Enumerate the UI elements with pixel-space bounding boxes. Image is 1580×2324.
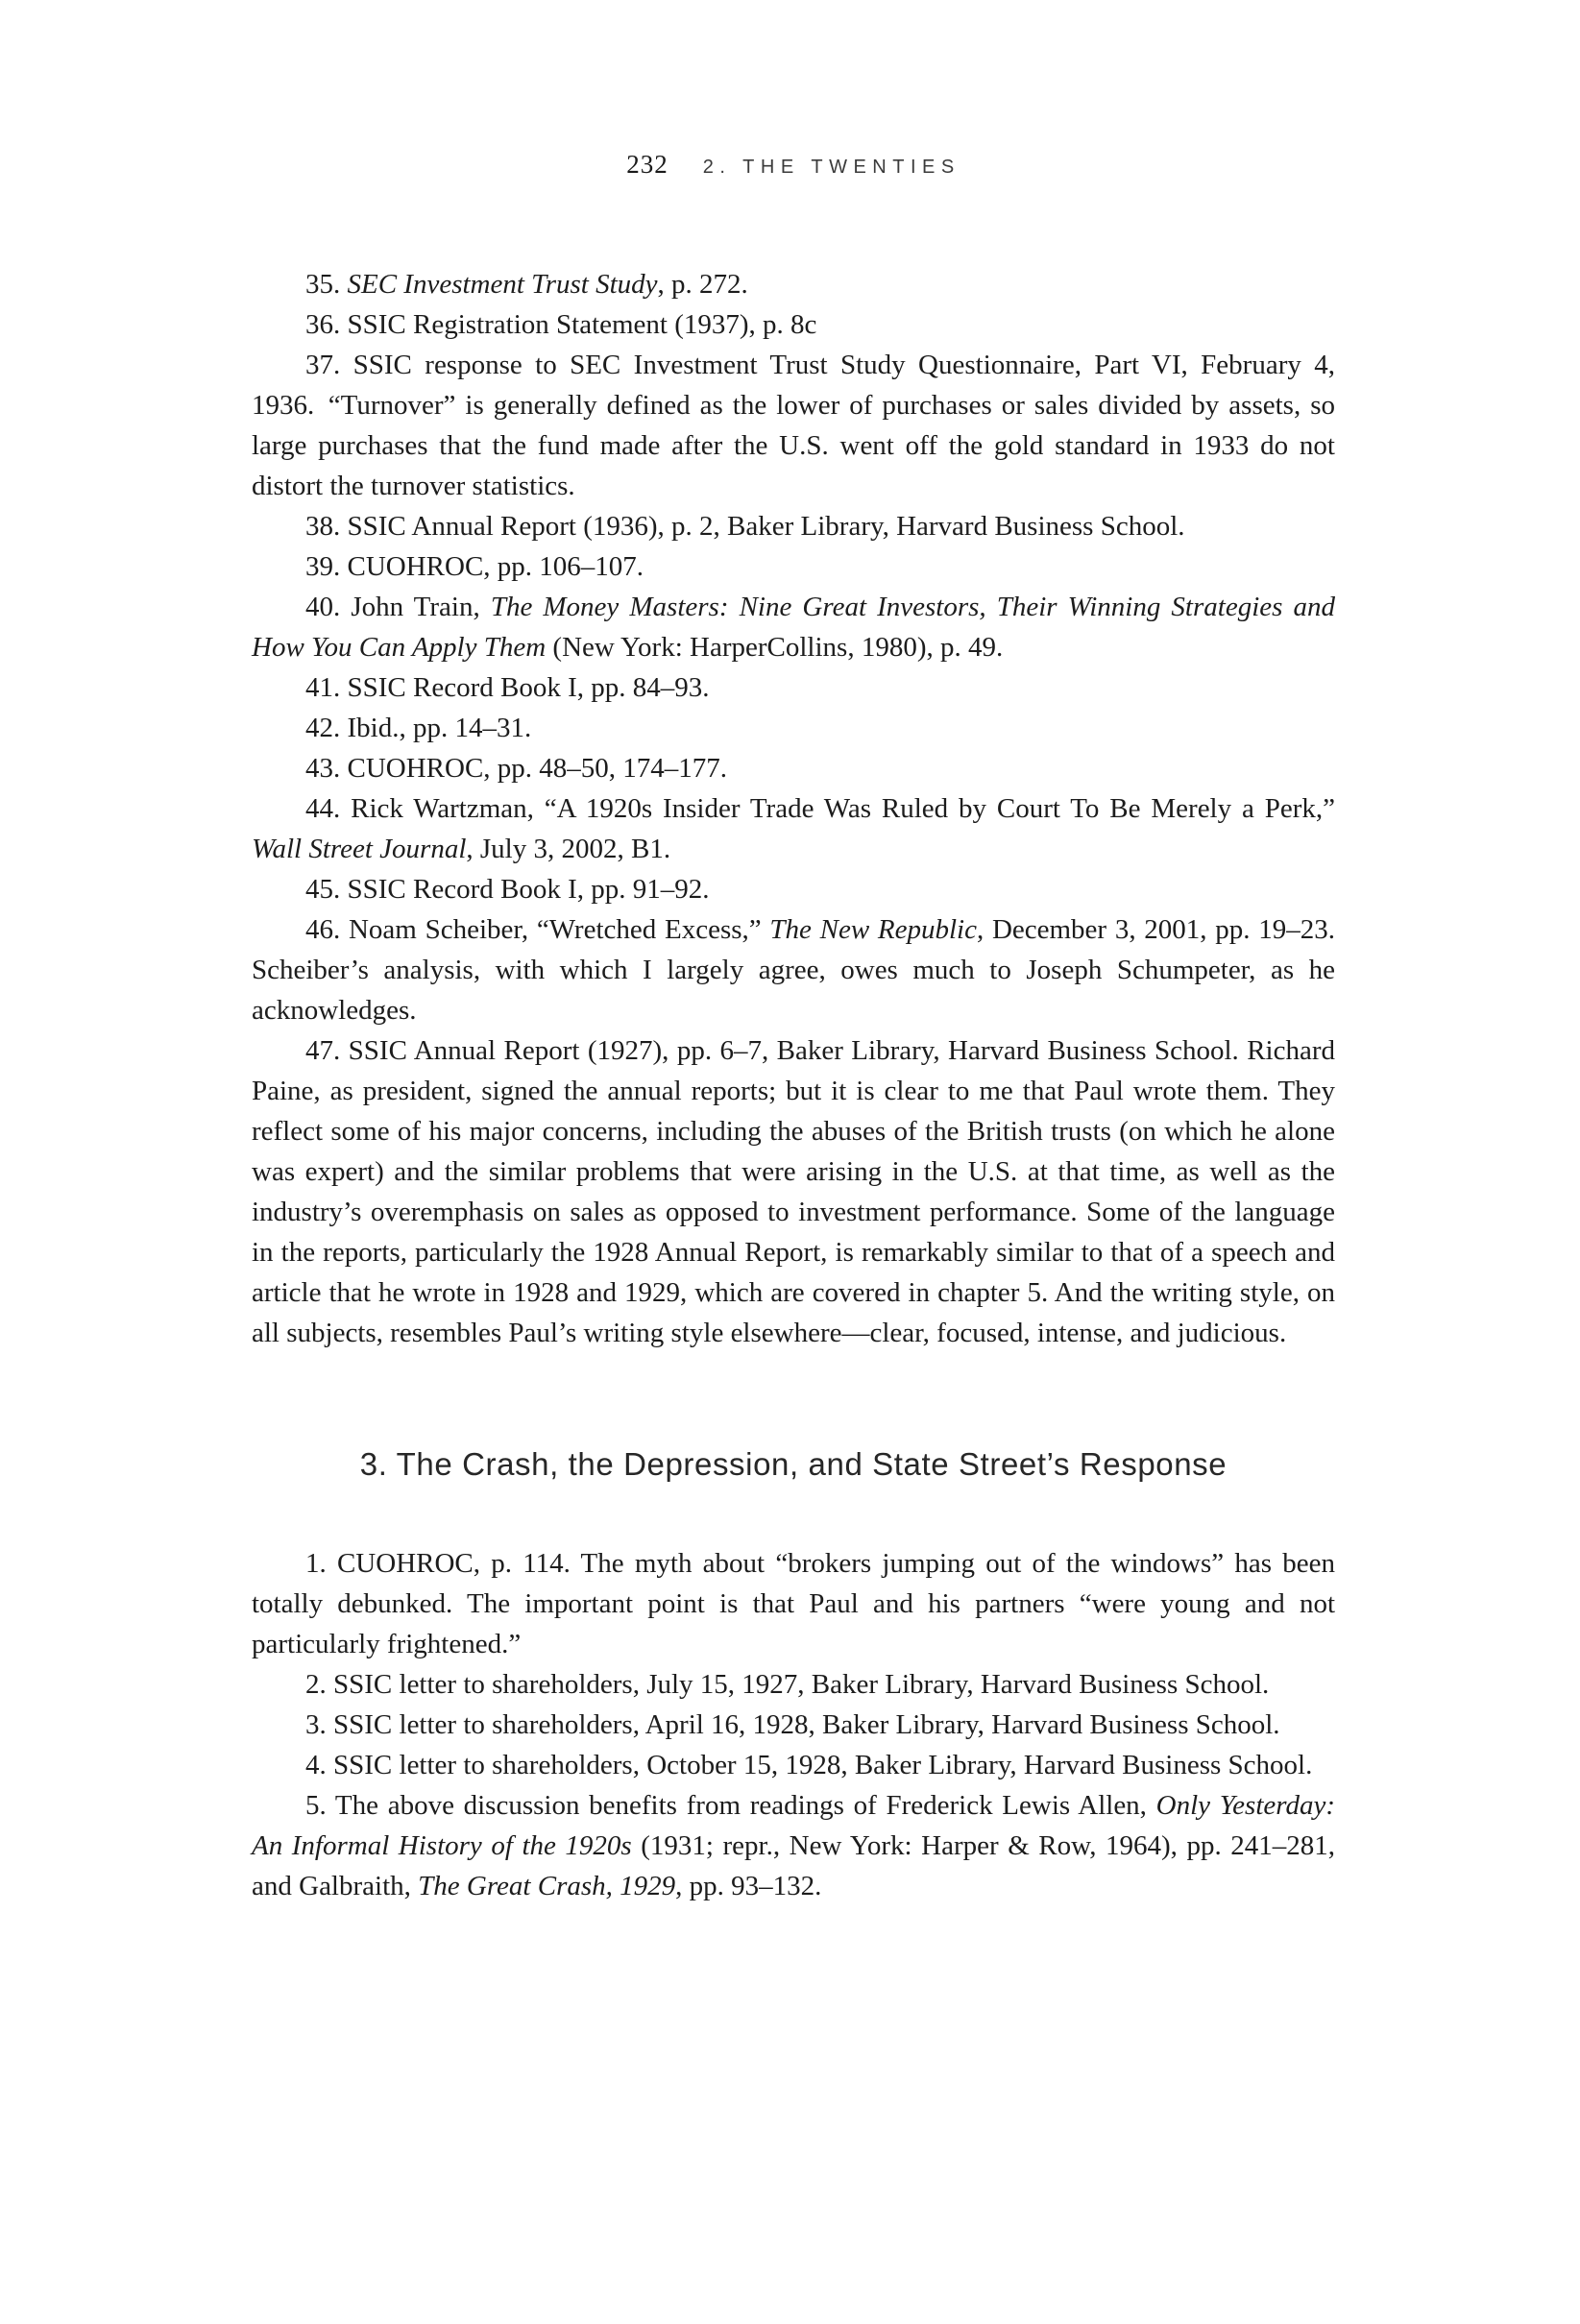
- note-text: 43. CUOHROC, pp. 48–50, 174–177.: [305, 753, 728, 784]
- endnote: [252, 1745, 1335, 1785]
- endnotes-section-chapter-3: [252, 1543, 1335, 1906]
- note-text: 44. Rick Wartzman, “A 1920s Insider Trade Was Ruled by Court To Be Merely a Perk,”: [305, 793, 1335, 824]
- note-text: 41. SSIC Record Book I, pp. 84–93.: [305, 672, 710, 703]
- note-text: (1931; repr., New York: Harper & Row, 1964), pp. 241–281, and Galbraith,: [252, 1830, 1335, 1901]
- endnote: [252, 1705, 1335, 1745]
- note-text: , pp. 93–132.: [675, 1871, 822, 1901]
- running-head-page-number: 232: [626, 150, 668, 179]
- endnote: [252, 909, 1335, 1030]
- italic-title: The Great Crash, 1929: [418, 1871, 676, 1901]
- running-head-chapter-title: 2. THE TWENTIES: [702, 157, 960, 178]
- note-text: 2. SSIC letter to shareholders, July 15, 1927, Baker Library, Harvard Business School.: [305, 1669, 1270, 1700]
- endnote: [252, 748, 1335, 788]
- endnote: [252, 1030, 1335, 1353]
- italic-title: Only Yesterday: An Informal History of the 1920s: [252, 1790, 1335, 1861]
- running-head: [252, 150, 1335, 180]
- page-body: [252, 0, 1335, 1906]
- italic-title: Wall Street Journal: [252, 834, 467, 864]
- endnote: [252, 345, 1335, 506]
- note-text: 46. Noam Scheiber, “Wretched Excess,”: [305, 914, 770, 945]
- endnote: [252, 1664, 1335, 1705]
- endnote: [252, 869, 1335, 909]
- endnote: [252, 587, 1335, 667]
- note-text: 3. SSIC letter to shareholders, April 16, 1928, Baker Library, Harvard Business School.: [305, 1709, 1280, 1740]
- note-text: 5. The above discussion benefits from readings of Frederick Lewis Allen,: [305, 1790, 1156, 1821]
- note-text: 39. CUOHROC, pp. 106–107.: [305, 551, 644, 582]
- note-text: 4. SSIC letter to shareholders, October 15, 1928, Baker Library, Harvard Business School.: [305, 1750, 1313, 1780]
- note-text: 1. CUOHROC, p. 114. The myth about “brokers jumping out of the windows” has been totally debunked. The important point is that Paul and his partners “were young and not particularly frightened.”: [252, 1548, 1335, 1659]
- endnote: [252, 1543, 1335, 1664]
- note-text: 45. SSIC Record Book I, pp. 91–92.: [305, 874, 710, 905]
- italic-title: The New Republic: [769, 914, 977, 945]
- note-text: 40. John Train,: [305, 592, 491, 622]
- note-text: , July 3, 2002, B1.: [466, 834, 671, 864]
- section-heading: 3. The Crash, the Depression, and State Street’s Response: [359, 1446, 1228, 1482]
- endnote: [252, 546, 1335, 587]
- note-text: (New York: HarperCollins, 1980), p. 49.: [546, 632, 1004, 663]
- endnote: [252, 667, 1335, 708]
- note-text: 35.: [305, 269, 348, 300]
- italic-title: The Money Masters: Nine Great Investors, Their Winning Strategies and How You Can Apply Them: [252, 592, 1336, 663]
- note-text: 38. SSIC Annual Report (1936), p. 2, Baker Library, Harvard Business School.: [305, 511, 1185, 542]
- endnote: [252, 264, 1335, 304]
- endnote: [252, 506, 1335, 546]
- endnote: [252, 1785, 1335, 1906]
- note-text: 36. SSIC Registration Statement (1937), p. 8c: [305, 309, 817, 340]
- endnote: [252, 304, 1335, 345]
- italic-title: SEC Investment Trust Study: [347, 269, 658, 300]
- note-text: , p. 272.: [657, 269, 748, 300]
- note-text: 37. SSIC response to SEC Investment Trust Study Questionnaire, Part VI, February 4, 1936. “Turnover” is generally defined as the lower of purchases or sales divided by assets, so large purchases that the fund made after the U.S. went off the gold standard in 1933 do not distort the turnover statistics.: [252, 350, 1335, 501]
- endnotes-section-chapter-2: [252, 264, 1335, 1353]
- note-text: 42. Ibid., pp. 14–31.: [305, 713, 532, 743]
- note-text: , December 3, 2001, pp. 19–23. Scheiber’s analysis, with which I largely agree, owes much to Joseph Schumpeter, as he acknowledges.: [252, 914, 1335, 1026]
- endnote: [252, 708, 1335, 748]
- endnote: [252, 788, 1335, 869]
- note-text: 47. SSIC Annual Report (1927), pp. 6–7, Baker Library, Harvard Business School. Richard Paine, as president, signed the annual reports; but it is clear to me that Paul wrote them. They reflect some of his major concerns, including the abuses of the British trusts (on which he alone was expert) and the similar problems that were arising in the U.S. at that time, as well as the industry’s overemphasis on sales as opposed to investment performance. Some of the language in the reports, particularly the 1928 Annual Report, is remarkably similar to that of a speech and article that he wrote in 1928 and 1929, which are covered in chapter 5. And the writing style, on all subjects, resembles Paul’s writing style elsewhere—clear, focused, intense, and judicious.: [252, 1035, 1335, 1348]
